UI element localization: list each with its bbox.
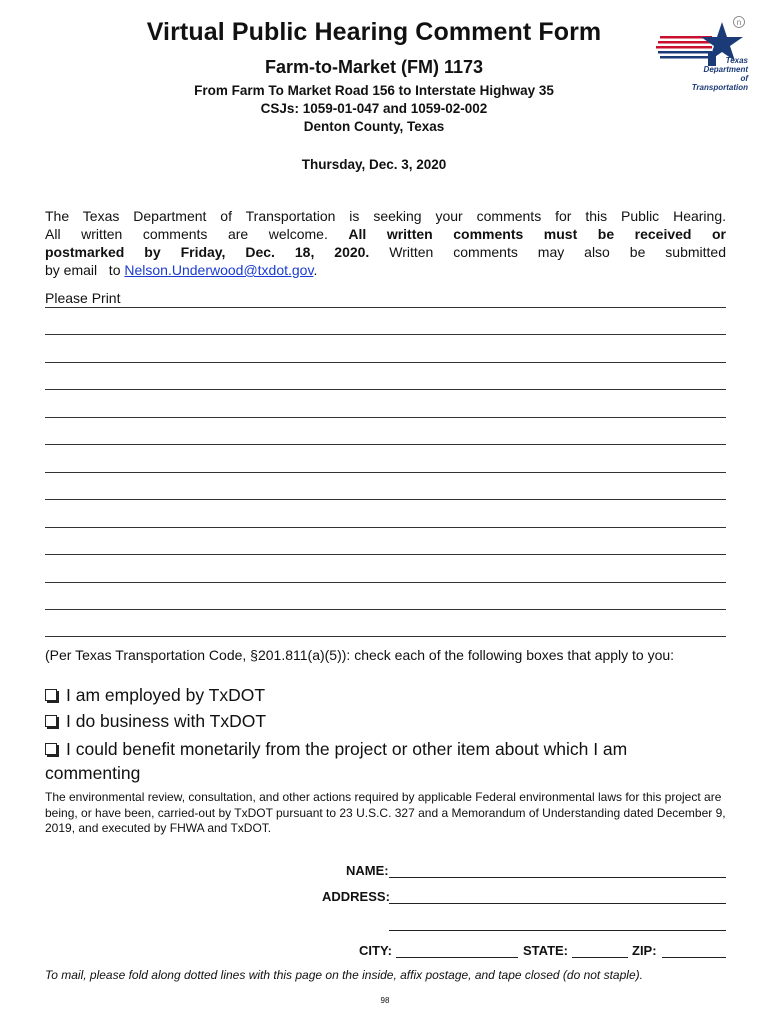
comment-line[interactable] <box>45 307 726 308</box>
city-label: CITY: <box>359 943 392 958</box>
project-limits: From Farm To Market Road 156 to Interstate Highway 35 <box>194 83 554 98</box>
logo-badge: n <box>736 18 742 27</box>
comment-line[interactable] <box>45 472 726 473</box>
project-subtitle: Farm-to-Market (FM) 1173 <box>264 57 484 77</box>
address-field-line2[interactable] <box>389 930 726 931</box>
checkbox-icon[interactable] <box>45 743 57 755</box>
form-title: Virtual Public Hearing Comment Form <box>146 18 602 46</box>
intro-line-3-text: Written comments may also be submitted <box>389 244 726 260</box>
comment-line[interactable] <box>45 609 726 610</box>
environmental-note: The environmental review, consultation, and other actions required by applicable Federal environmental laws for this project are being, or have been, carried-out by TxDOT pursuant to 23 U.S.C. 327 and a Memorandum of Understanding dated December 9, 2019, and executed by FHWA and TxDOT. <box>45 790 726 835</box>
address-field-line1[interactable] <box>389 903 726 904</box>
state-label: STATE: <box>523 943 569 958</box>
comment-line[interactable] <box>45 527 726 528</box>
checkbox-label: I do business with TxDOT <box>66 711 267 731</box>
comment-line[interactable] <box>45 389 726 390</box>
comment-line[interactable] <box>45 554 726 555</box>
name-field[interactable] <box>389 877 726 878</box>
checkbox-label: I am employed by TxDOT <box>66 685 266 705</box>
logo-text-line1: Texas <box>725 56 748 65</box>
intro-line-2 <box>45 225 726 243</box>
comment-line[interactable] <box>45 444 726 445</box>
checkbox-employed[interactable] <box>45 683 726 707</box>
address-label: ADDRESS: <box>322 889 390 904</box>
name-label: NAME: <box>346 863 389 878</box>
comment-line[interactable] <box>45 636 726 637</box>
checkbox-benefit[interactable] <box>45 737 726 785</box>
please-print-label: Please Print <box>45 290 121 306</box>
csj-numbers: CSJs: 1059-01-047 and 1059-02-002 <box>260 101 488 116</box>
page-number: 98 <box>380 996 390 1005</box>
checkbox-icon[interactable] <box>45 715 57 727</box>
comment-line[interactable] <box>45 417 726 418</box>
intro-line-2-text: All written comments are welcome. <box>45 226 328 242</box>
zip-label: ZIP: <box>632 943 657 958</box>
hearing-date: Thursday, Dec. 3, 2020 <box>301 157 447 172</box>
mail-instructions: To mail, please fold along dotted lines with this page on the inside, affix postage, and tape closed (do not staple). <box>45 968 643 982</box>
comment-line[interactable] <box>45 334 726 335</box>
state-field[interactable] <box>572 957 628 958</box>
logo-text-line2: Department <box>703 65 748 74</box>
email-link[interactable]: Nelson.Underwood@txdot.gov <box>124 262 314 278</box>
deadline-text: All written comments must be received or <box>348 226 727 242</box>
zip-field[interactable] <box>662 957 726 958</box>
comment-line[interactable] <box>45 362 726 363</box>
city-field[interactable] <box>396 957 518 958</box>
logo-text-line3: of Transportation <box>691 74 748 92</box>
checkbox-icon[interactable] <box>45 689 57 701</box>
intro-email-prefix: by email to <box>45 262 121 278</box>
intro-paragraph <box>45 207 726 279</box>
intro-period: . <box>313 262 318 278</box>
comment-line[interactable] <box>45 499 726 500</box>
deadline-date: postmarked by Friday, Dec. 18, 2020. <box>45 244 370 260</box>
code-note: (Per Texas Transportation Code, §201.811(a)(5)): check each of the following boxes that apply to you: <box>45 647 675 663</box>
intro-line-1: The Texas Department of Transportation is seeking your comments for this Public Hearing. <box>45 208 726 224</box>
intro-line-4 <box>45 261 726 279</box>
intro-line-3 <box>45 243 726 261</box>
checkbox-label: I could benefit monetarily from the project or other item about which I am commenting <box>45 739 628 783</box>
comment-line[interactable] <box>45 582 726 583</box>
county-name: Denton County, Texas <box>303 119 445 134</box>
checkbox-business[interactable] <box>45 709 726 733</box>
